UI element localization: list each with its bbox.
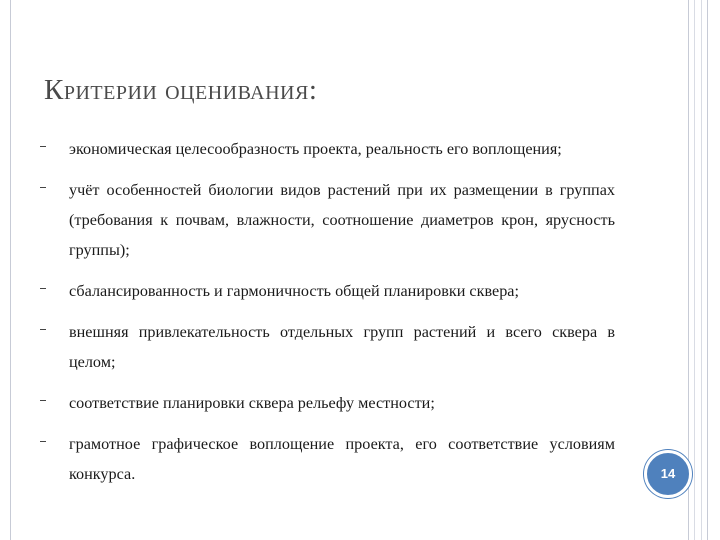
list-item	[40, 429, 615, 489]
slide-title: Критерии оценивания:	[44, 74, 318, 106]
list-item-text: экономическая целесообразность проекта, реальность его воплощения;	[69, 140, 562, 158]
list-item	[40, 317, 615, 377]
list-item	[40, 134, 615, 164]
dash-bullet-icon	[40, 400, 46, 401]
list-item-text: грамотное графическое воплощение проекта, его соответствие условиям конкурса.	[69, 435, 615, 483]
dash-bullet-icon	[40, 441, 46, 442]
list-item-text: учёт особенностей биологии видов растений при их размещении в группах (требования к почвам, влажности, соотношение диаметров крон, ярусность группы);	[69, 181, 615, 259]
list-item-text: сбалансированность и гармоничность общей планировки сквера;	[69, 282, 519, 300]
dash-bullet-icon	[40, 146, 46, 147]
list-item	[40, 175, 615, 265]
criteria-list	[40, 134, 615, 500]
dash-bullet-icon	[40, 187, 46, 188]
dash-bullet-icon	[40, 288, 46, 289]
list-item	[40, 388, 615, 418]
slide-frame-left	[10, 0, 11, 540]
list-item-text: внешняя привлекательность отдельных групп растений и всего сквера в целом;	[69, 323, 615, 371]
dash-bullet-icon	[40, 329, 46, 330]
list-item-text: соответствие планировки сквера рельефу местности;	[69, 394, 435, 412]
list-item	[40, 276, 615, 306]
page-number-badge: 14	[644, 450, 692, 498]
slide-frame-right-inner	[694, 0, 702, 540]
